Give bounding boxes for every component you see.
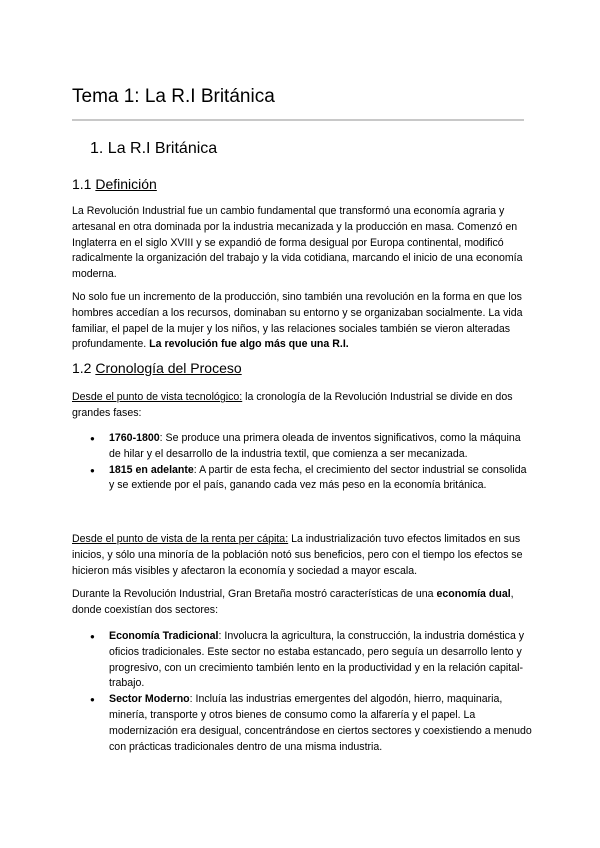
paragraph-text: La industrialización tuvo efectos limitados en sus inicios, y sólo una minoría de la población notó sus beneficios, pero con el tiempo los efectos se hicieron más visibles y afectaron la economía y sociedad a mayor escala. (72, 533, 523, 577)
list-item-text: : Incluía las industrias emergentes del algodón, hierro, maquinaria, minería, transporte y otros bienes de consumo como la alfarería y el papel. La modernización era desigual, concentrándose en ciertos sectores y coexistiendo a menudo con prácticas tradicionales dentro de una misma industria. (109, 693, 532, 753)
list-item-term: 1760-1800 (109, 432, 160, 444)
paragraph-cronologia-tecnologico (72, 390, 530, 422)
paragraph-text: , donde coexistían dos sectores: (72, 588, 514, 616)
list-item-term: Economía Tradicional (109, 630, 219, 642)
paragraph-emphasis: La revolución fue algo más que una R.I. (149, 338, 349, 351)
subsection-title: Cronología del Proceso (95, 360, 242, 376)
list-item (72, 629, 534, 692)
list-item (72, 431, 534, 463)
paragraph-underline: Desde el punto de vista de la renta per cápita: (72, 533, 289, 545)
paragraph-definicion-1: La Revolución Industrial fue un cambio fundamental que transformó una economía agraria y artesanal en otra dominada por la industria mecanizada y la producción en masa. Comenzó en Inglaterra en el siglo XVIII y se expandió de forma desigual por Europa continental, modificó radicalmente la organización del trabajo y la vida cotidiana, marcando el inicio de una economía moderna. (72, 205, 523, 281)
paragraph-underline: Desde el punto de vista tecnológico: (72, 391, 243, 403)
subsection-number: 1.1 (72, 176, 96, 192)
subsection-number: 1.2 (72, 360, 96, 376)
sectors-list (72, 629, 534, 755)
paragraph-text: la cronología de la Revolución Industrial se divide en dos grandes fases: (72, 391, 513, 419)
paragraph-renta-per-capita (72, 532, 530, 579)
paragraph-text: No solo fue un incremento de la producción, sino también una revolución en la forma en que los hombres accedían a los recursos, dominaban su entorno y se organizaban socialmente. La vida familiar, el papel de la mujer y los niños, y las relaciones sociales también se vieron alteradas profundamente. (72, 291, 523, 351)
paragraph-definicion-2 (72, 290, 530, 353)
list-item-term: 1815 en adelante (109, 463, 194, 476)
subsection-title: Definición (95, 176, 157, 192)
title-divider (72, 119, 524, 121)
list-item-term: Sector Moderno (109, 693, 190, 706)
list-item-text: : Involucra la agricultura, la construcción, la industria doméstica y oficios tradicionales. Este sector no estaba estancado, pero seguía un desarrollo lento y progresivo, con un crecimiento también lento en la productividad y en la relación capital-trabajo. (109, 630, 525, 690)
list-item (72, 463, 534, 495)
subsection-heading-definicion (72, 176, 157, 192)
list-item-text: : Se produce una primera oleada de inventos significativos, como la máquina de hilar y el desarrollo de la industria textil, que comienza a ser mecanizada. (109, 432, 521, 460)
list-item (72, 692, 534, 755)
paragraph-economia-dual (72, 587, 530, 619)
section-heading: 1. La R.I Británica (90, 140, 218, 157)
paragraph-text: Durante la Revolución Industrial, Gran Bretaña mostró características de una (72, 588, 437, 600)
list-item-text: : A partir de esta fecha, el crecimiento del sector industrial se consolida y se extiende por el país, ganando cada vez más peso en la economía británica. (109, 463, 527, 492)
phases-list (72, 431, 534, 494)
subsection-heading-cronologia (72, 360, 242, 376)
page-title: Tema 1: La R.I Británica (72, 86, 275, 107)
paragraph-emphasis: economía dual (436, 588, 511, 600)
